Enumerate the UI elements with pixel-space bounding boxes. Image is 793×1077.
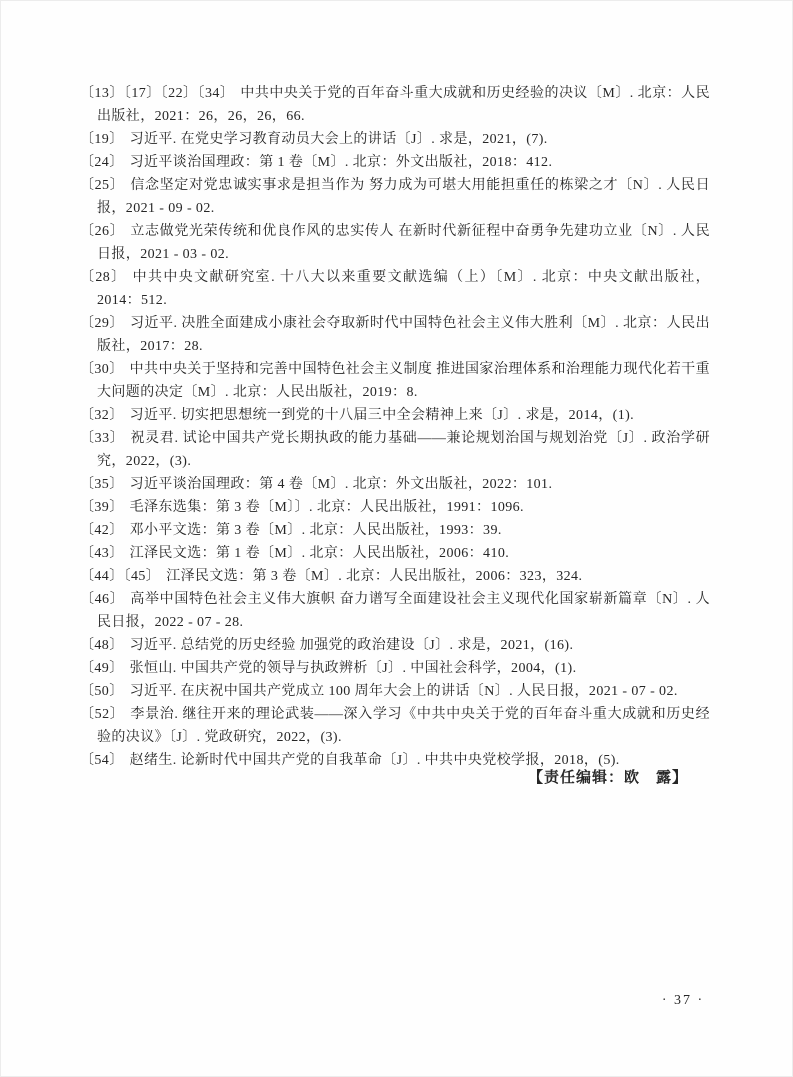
reference-text: 李景治. 继往开来的理论武装——深入学习《中共中央关于党的百年奋斗重大成就和历史经验的决议》〔J〕. 党政研究，2022，(3).	[97, 707, 710, 745]
reference-text: 信念坚定对党忠诚实事求是担当作为 努力成为可堪大用能担重任的栋梁之才〔N〕. 人民日报，2021 - 09 - 02.	[97, 178, 710, 216]
reference-label: 〔26〕	[80, 224, 125, 239]
reference-text: 习近平. 切实把思想统一到党的十八届三中全会精神上来〔J〕. 求是，2014，(1).	[129, 408, 635, 423]
reference-item	[80, 657, 710, 680]
reference-label: 〔48〕	[80, 638, 124, 653]
page-number: · 37 ·	[661, 993, 705, 1008]
reference-item	[80, 312, 710, 358]
reference-text: 习近平. 在庆祝中国共产党成立 100 周年大会上的讲话〔N〕. 人民日报，2021 - 07 - 02.	[129, 684, 678, 699]
reference-label: 〔39〕	[80, 500, 124, 515]
reference-text: 祝灵君. 试论中国共产党长期执政的能力基础——兼论规划治国与规划治党〔J〕. 政治学研究，2022，(3).	[97, 431, 710, 469]
reference-item	[80, 473, 710, 496]
reference-label: 〔54〕	[80, 753, 124, 768]
reference-item	[80, 151, 710, 174]
reference-text: 立志做党光荣传统和优良作风的忠实传人 在新时代新征程中奋勇争先建功立业〔N〕. 人民日报，2021 - 03 - 02.	[97, 224, 710, 262]
reference-text: 习近平谈治国理政：第 4 卷〔M〕. 北京：外文出版社，2022：101.	[129, 477, 553, 492]
reference-item	[80, 82, 710, 128]
reference-label: 〔35〕	[80, 477, 124, 492]
reference-text: 高举中国特色社会主义伟大旗帜 奋力谱写全面建设社会主义现代化国家崭新篇章〔N〕. 人民日报，2022 - 07 - 28.	[97, 592, 710, 630]
reference-item	[80, 358, 710, 404]
reference-label: 〔43〕	[80, 546, 124, 561]
reference-label: 〔30〕	[80, 362, 124, 377]
reference-item	[80, 220, 710, 266]
reference-label: 〔13〕〔17〕〔22〕〔34〕	[80, 86, 235, 101]
editor-credit: 【责任编辑：欧 露】	[527, 770, 688, 786]
reference-item	[80, 680, 710, 703]
reference-item	[80, 404, 710, 427]
reference-label: 〔29〕	[80, 316, 124, 331]
reference-label: 〔42〕	[80, 523, 124, 538]
reference-item	[80, 703, 710, 749]
reference-label: 〔19〕	[80, 132, 124, 147]
reference-item	[80, 519, 710, 542]
reference-label: 〔32〕	[80, 408, 124, 423]
reference-text: 中共中央关于坚持和完善中国特色社会主义制度 推进国家治理体系和治理能力现代化若干重大问题的决定〔M〕. 北京：人民出版社，2019：8.	[97, 362, 710, 400]
reference-text: 张恒山. 中国共产党的领导与执政辨析〔J〕. 中国社会科学，2004，(1).	[129, 661, 577, 676]
reference-text: 习近平. 决胜全面建成小康社会夺取新时代中国特色社会主义伟大胜利〔M〕. 北京：人民出版社，2017：28.	[97, 316, 710, 354]
reference-item	[80, 266, 710, 312]
reference-item	[80, 496, 710, 519]
reference-text: 江泽民文选：第 3 卷〔M〕. 北京：人民出版社，2006：323，324.	[166, 569, 583, 584]
reference-label: 〔49〕	[80, 661, 124, 676]
reference-text: 江泽民文选：第 1 卷〔M〕. 北京：人民出版社，2006：410.	[129, 546, 510, 561]
reference-text: 习近平谈治国理政：第 1 卷〔M〕. 北京：外文出版社，2018：412.	[129, 155, 553, 170]
reference-text: 毛泽东选集：第 3 卷〔M〕〕. 北京：人民出版社，1991：1096.	[129, 500, 524, 515]
reference-label: 〔28〕	[80, 270, 127, 285]
reference-label: 〔44〕〔45〕	[80, 569, 161, 584]
reference-text: 中共中央关于党的百年奋斗重大成就和历史经验的决议〔M〕. 北京：人民出版社，2021：26，26，26，66.	[97, 86, 711, 124]
reference-text: 中共中央文献研究室. 十八大以来重要文献选编（上）〔M〕. 北京：中央文献出版社，2014：512.	[97, 270, 710, 308]
reference-item	[80, 565, 710, 588]
reference-label: 〔46〕	[80, 592, 125, 607]
reference-item	[80, 128, 710, 151]
reference-item	[80, 588, 710, 634]
reference-text: 邓小平文选：第 3 卷〔M〕. 北京：人民出版社，1993：39.	[129, 523, 502, 538]
reference-list	[80, 82, 710, 772]
reference-item	[80, 542, 710, 565]
reference-label: 〔52〕	[80, 707, 125, 722]
reference-text: 习近平. 总结党的历史经验 加强党的政治建设〔J〕. 求是，2021，(16).	[129, 638, 574, 653]
reference-label: 〔50〕	[80, 684, 124, 699]
reference-item	[80, 174, 710, 220]
reference-item	[80, 634, 710, 657]
reference-label: 〔24〕	[80, 155, 124, 170]
reference-text: 赵绪生. 论新时代中国共产党的自我革命〔J〕. 中共中央党校学报，2018，(5).	[129, 753, 620, 768]
reference-label: 〔25〕	[80, 178, 125, 193]
reference-item	[80, 427, 710, 473]
reference-text: 习近平. 在党史学习教育动员大会上的讲话〔J〕. 求是，2021，(7).	[129, 132, 548, 147]
reference-label: 〔33〕	[80, 431, 125, 446]
